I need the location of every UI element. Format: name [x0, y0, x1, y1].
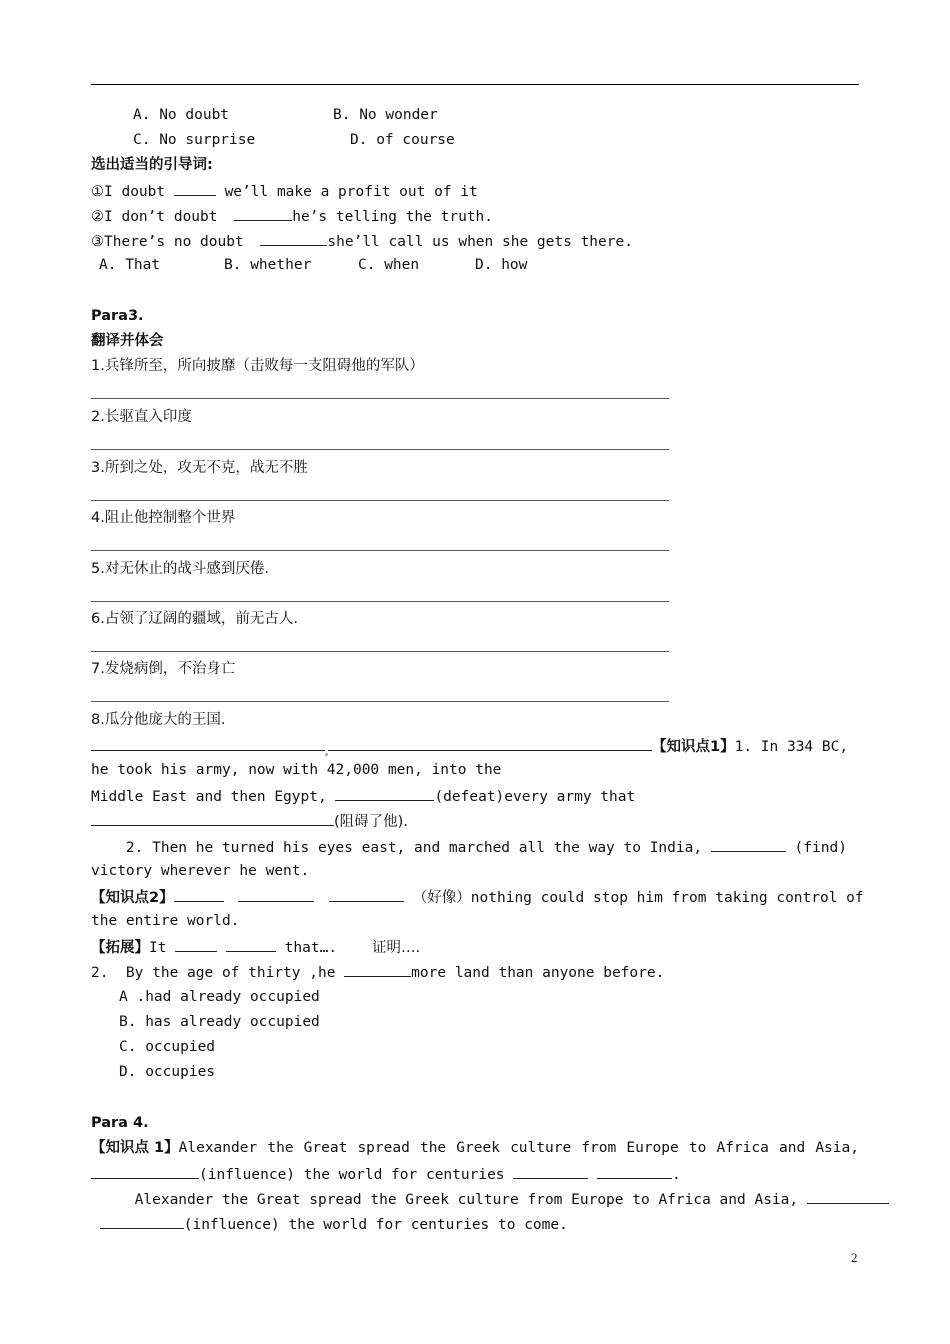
text: Alexander the Great spread the Greek culture from Europe to Africa and Asia,	[134, 1192, 799, 1208]
kp1-line3	[91, 786, 635, 806]
answer-blank[interactable]	[100, 1214, 184, 1229]
kp1-line1-tail: 1. In 334 BC,	[734, 739, 849, 755]
answer-blank[interactable]	[513, 1164, 588, 1179]
text: (influence) the world for centuries to come.	[183, 1217, 568, 1233]
extension-label: 【拓展】	[91, 940, 149, 956]
choose-item-2	[91, 206, 493, 226]
text: that….	[275, 940, 338, 956]
kp1-label: 【知识点 1】	[91, 1140, 179, 1156]
translate-item-1: 1.兵锋所至，所向披靡（击败每一支阻碍他的军队）	[91, 358, 424, 374]
q2-option-d: D. occupies	[119, 1064, 216, 1080]
answer-blank[interactable]	[234, 206, 292, 221]
kp2-label: 【知识点2】	[91, 890, 174, 906]
answer-line-5[interactable]	[91, 601, 669, 602]
translate-item-4: 4.阻止他控制整个世界	[91, 510, 236, 526]
answer-blank[interactable]	[226, 937, 276, 952]
word: into	[431, 762, 467, 778]
answer-line-1[interactable]	[91, 398, 669, 399]
para4-kp1-line1	[91, 1139, 859, 1157]
para4-line4	[91, 1214, 568, 1234]
answer-blank[interactable]	[711, 837, 786, 852]
item-text: I don’t doubt	[104, 209, 227, 225]
word: he	[91, 762, 109, 778]
word: Asia,	[815, 1140, 859, 1156]
word: spread	[357, 1140, 410, 1156]
q1-option-b: B. No wonder	[333, 107, 438, 123]
kp1-line4	[91, 811, 408, 831]
choose-option-d: D. how	[475, 257, 528, 273]
para4-line3	[91, 1189, 889, 1209]
kp1-item2-end: victory wherever he went.	[91, 863, 310, 879]
para3-title: Para3.	[91, 308, 144, 324]
choose-option-b: B. whether	[224, 257, 312, 273]
answer-blank[interactable]	[91, 1164, 199, 1179]
answer-blank[interactable]	[807, 1189, 889, 1204]
answer-line-7[interactable]	[91, 701, 669, 702]
kp1-item2	[91, 837, 847, 857]
word: Europe	[626, 1140, 679, 1156]
item-text: he’s telling the truth.	[292, 209, 494, 225]
text: 2. By the age of thirty ,he	[91, 965, 345, 981]
word: Africa	[716, 1140, 769, 1156]
text: It	[149, 940, 176, 956]
text: 2. Then he turned his eyes east, and marched all the way to India,	[125, 840, 711, 856]
kp2-end: the entire world.	[91, 913, 240, 929]
text: (阻碍了他).	[334, 814, 408, 830]
hint: （好像）	[412, 890, 471, 906]
word: and	[778, 1140, 806, 1156]
word: Alexander	[178, 1140, 258, 1156]
answer-blank[interactable]	[344, 962, 411, 977]
item-text: we’ll make a profit out of it	[215, 184, 478, 200]
answer-blank[interactable]	[174, 887, 224, 902]
answer-blank[interactable]	[174, 181, 216, 196]
answer-blank[interactable]	[260, 231, 327, 246]
text: more land than anyone before.	[411, 965, 665, 981]
choose-item-1	[91, 181, 478, 201]
answer-line-4[interactable]	[91, 550, 669, 551]
answer-blank[interactable]	[175, 937, 217, 952]
kp1-label: 【知识点1】	[652, 739, 735, 755]
word: army,	[195, 762, 240, 778]
text: (defeat)every army that	[434, 789, 636, 805]
q2-option-a: A .had already occupied	[119, 989, 320, 1005]
q1-option-d: D. of course	[350, 132, 455, 148]
text: 证明….	[371, 940, 421, 956]
item-number: ①	[91, 184, 104, 200]
word: to	[688, 1140, 707, 1156]
text: Middle East and then Egypt,	[91, 789, 336, 805]
choose-item-3	[91, 231, 633, 251]
translate-item-5: 5.对无休止的战斗感到厌倦.	[91, 561, 269, 577]
kp1-line2	[91, 761, 501, 779]
word: the	[419, 1140, 447, 1156]
word	[91, 1139, 257, 1157]
answer-blank[interactable]	[597, 1164, 672, 1179]
section-choose-title: 选出适当的引导词:	[91, 157, 213, 173]
answer-blank[interactable]	[238, 887, 314, 902]
word: Greek	[456, 1140, 500, 1156]
word: the	[267, 1140, 294, 1156]
word: culture	[510, 1140, 572, 1156]
translate-item-3: 3.所到之处，攻无不克，战无不胜	[91, 460, 308, 476]
text: (find)	[785, 840, 847, 856]
answer-blank[interactable]	[91, 736, 325, 751]
text: (influence) the world for centuries	[199, 1167, 514, 1183]
para4-title: Para 4.	[91, 1115, 149, 1131]
q1-option-c: C. No surprise	[133, 132, 256, 148]
answer-line-3[interactable]	[91, 500, 669, 501]
kp1-first-line	[91, 736, 848, 756]
answer-line-2[interactable]	[91, 449, 669, 450]
kp2-line	[91, 887, 864, 907]
ink-dot	[325, 753, 328, 756]
para3-subtitle: 翻译并体会	[91, 333, 164, 349]
text: .	[672, 1167, 681, 1183]
answer-blank[interactable]	[329, 887, 404, 902]
word: 42,000	[326, 762, 380, 778]
word: the	[475, 762, 502, 778]
answer-blank[interactable]	[91, 811, 334, 826]
translate-item-7: 7.发烧病倒，不治身亡	[91, 661, 236, 677]
item-text: she’ll call us when she gets there.	[327, 234, 633, 250]
word: took	[117, 762, 153, 778]
text: nothing could stop him from taking control of	[470, 890, 864, 906]
choose-option-a: A. That	[99, 257, 161, 273]
page-number: 2	[851, 1250, 858, 1265]
answer-blank[interactable]	[328, 736, 652, 751]
translate-item-8: 8.瓜分他庞大的王国.	[91, 712, 226, 728]
word: his	[160, 762, 188, 778]
item-number: ③	[91, 234, 104, 250]
choose-option-c: C. when	[358, 257, 420, 273]
item-text: I doubt	[104, 184, 174, 200]
q2-option-b: B. has already occupied	[119, 1014, 320, 1030]
q2-option-c: C. occupied	[119, 1039, 216, 1055]
para4-line2	[91, 1164, 681, 1184]
word: men,	[387, 762, 423, 778]
q2-stem	[91, 962, 664, 982]
word: with	[283, 762, 319, 778]
extension-line	[91, 937, 420, 957]
word: Great	[303, 1140, 348, 1156]
item-text: There’s no doubt	[104, 234, 253, 250]
word: from	[581, 1140, 617, 1156]
word: now	[248, 762, 275, 778]
translate-item-2: 2.长驱直入印度	[91, 409, 192, 425]
answer-blank[interactable]	[335, 786, 434, 801]
translate-item-6: 6.占领了辽阔的疆域，前无古人.	[91, 611, 298, 627]
item-number: ②	[91, 209, 104, 225]
q1-option-a: A. No doubt	[133, 107, 230, 123]
header-rule	[91, 84, 859, 85]
answer-line-6[interactable]	[91, 651, 669, 652]
